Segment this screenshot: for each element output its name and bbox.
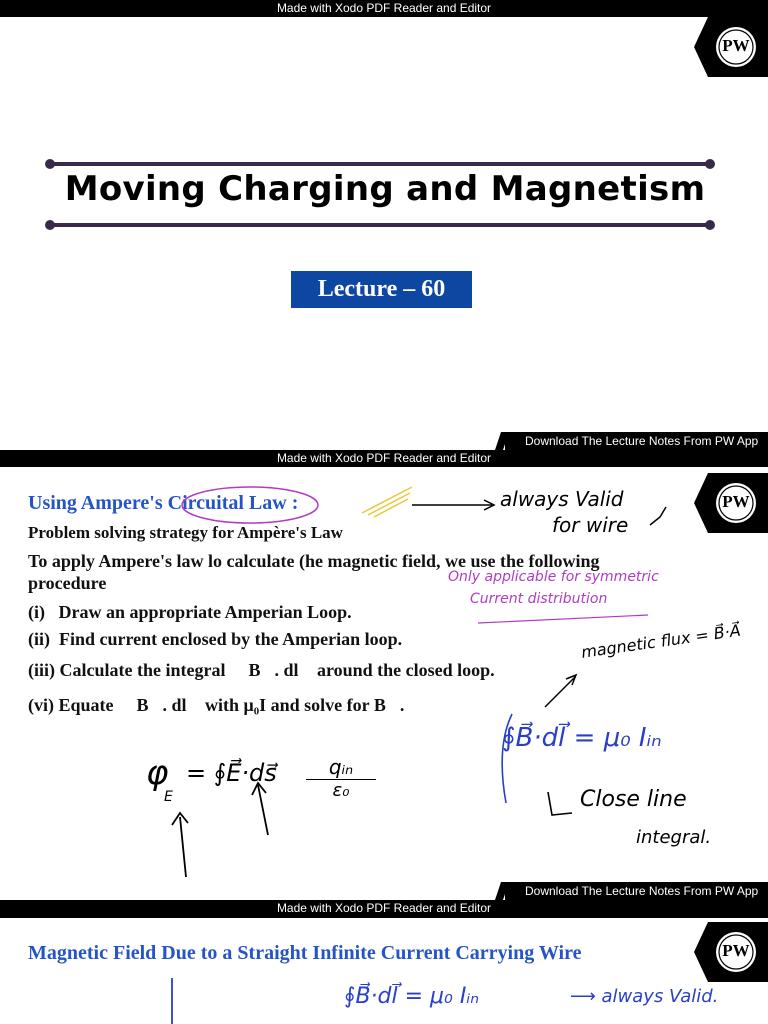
pw-logo	[694, 17, 768, 77]
arrow-up	[172, 813, 188, 877]
note-for-wire: for wire	[552, 513, 629, 537]
hook-arrow	[548, 792, 572, 815]
note-ampere-equation: ∮B⃗·dl⃗ = μ₀ Iᵢₙ	[502, 723, 662, 753]
note-always-valid: ⟶ always Valid.	[570, 986, 719, 1007]
title-bottom-line	[50, 223, 710, 227]
footer-text: Download The Lecture Notes From PW App	[525, 434, 759, 448]
footer-banner	[505, 882, 768, 900]
note-gauss-phi: φ	[146, 753, 169, 793]
step-number: (i)	[28, 602, 45, 622]
watermark-text: Made with Xodo PDF Reader and Editor	[276, 1, 492, 15]
note-gauss-fraction	[306, 755, 376, 801]
watermark-bar	[0, 450, 768, 467]
note-gauss-integral: = ∮E⃗·ds⃗	[186, 759, 277, 787]
note-gauss-denominator: ε₀	[332, 780, 350, 801]
note-magnetic-flux: magnetic flux = B⃗·A⃗	[580, 620, 742, 662]
step-text: Calculate the integral ∮ B⃗. dl⃗ around the closed loop.	[59, 660, 495, 680]
step-number: (iii)	[28, 660, 55, 680]
step-text: Equate ∮ B⃗. dl⃗ with μ₀I and solve for B⃗.	[58, 695, 405, 715]
section-heading: Magnetic Field Due to a Straight Infinite Current Carrying Wire	[28, 942, 582, 964]
note-integral: integral.	[636, 827, 712, 848]
slide-2	[0, 467, 768, 900]
intro-line: procedure	[28, 573, 107, 593]
watermark-bar	[0, 0, 768, 17]
note-only-applicable: Only applicable for symmetric	[448, 569, 659, 585]
pw-logo-text: PW	[722, 941, 750, 960]
note-close-line: Close line	[580, 787, 687, 812]
note-gauss-numerator: qᵢₙ	[306, 755, 376, 780]
title-top-line	[50, 162, 710, 166]
watermark-text: Made with Xodo PDF Reader and Editor	[276, 451, 492, 465]
footer-text: Download The Lecture Notes From PW App	[525, 884, 759, 898]
step-text: Find current enclosed by the Amperian loop.	[59, 629, 403, 649]
section-heading: Using Ampere's Circuital Law :	[28, 492, 299, 514]
note-always-valid: always Valid	[500, 487, 624, 511]
note-gauss-sub: E	[164, 789, 173, 805]
pw-logo-text: PW	[722, 36, 750, 55]
pw-logo-text: PW	[722, 492, 750, 511]
arrow-line	[545, 677, 575, 707]
watermark-text: Made with Xodo PDF Reader and Editor	[276, 901, 492, 915]
page-title: Moving Charging and Magnetism	[64, 169, 706, 209]
tick-mark	[650, 507, 666, 525]
title-dot	[45, 220, 55, 230]
intro-line: To apply Ampere's law lo calculate (he magnetic field, we use the following	[28, 551, 600, 571]
title-dot	[45, 159, 55, 169]
title-dot	[705, 220, 715, 230]
highlight-circle	[182, 487, 318, 523]
lecture-badge: Lecture – 60	[291, 271, 472, 308]
step-number: (ii)	[28, 629, 50, 649]
footer-banner	[505, 432, 768, 450]
underline	[478, 615, 648, 623]
note-ampere-equation: ∮B⃗·dl⃗ = μ₀ Iᵢₙ	[344, 984, 480, 1009]
title-dot	[705, 159, 715, 169]
subheading: Problem solving strategy for Ampère's Law	[28, 523, 343, 542]
arrow-up	[252, 783, 268, 835]
watermark-bar	[0, 900, 768, 918]
step-text: Draw an appropriate Amperian Loop.	[58, 602, 352, 622]
slide-1	[0, 17, 768, 450]
highlight-strokes	[362, 487, 412, 517]
step-number: (vi)	[28, 695, 54, 715]
note-current-distribution: Current distribution	[470, 591, 608, 607]
slide-3	[0, 918, 768, 1024]
